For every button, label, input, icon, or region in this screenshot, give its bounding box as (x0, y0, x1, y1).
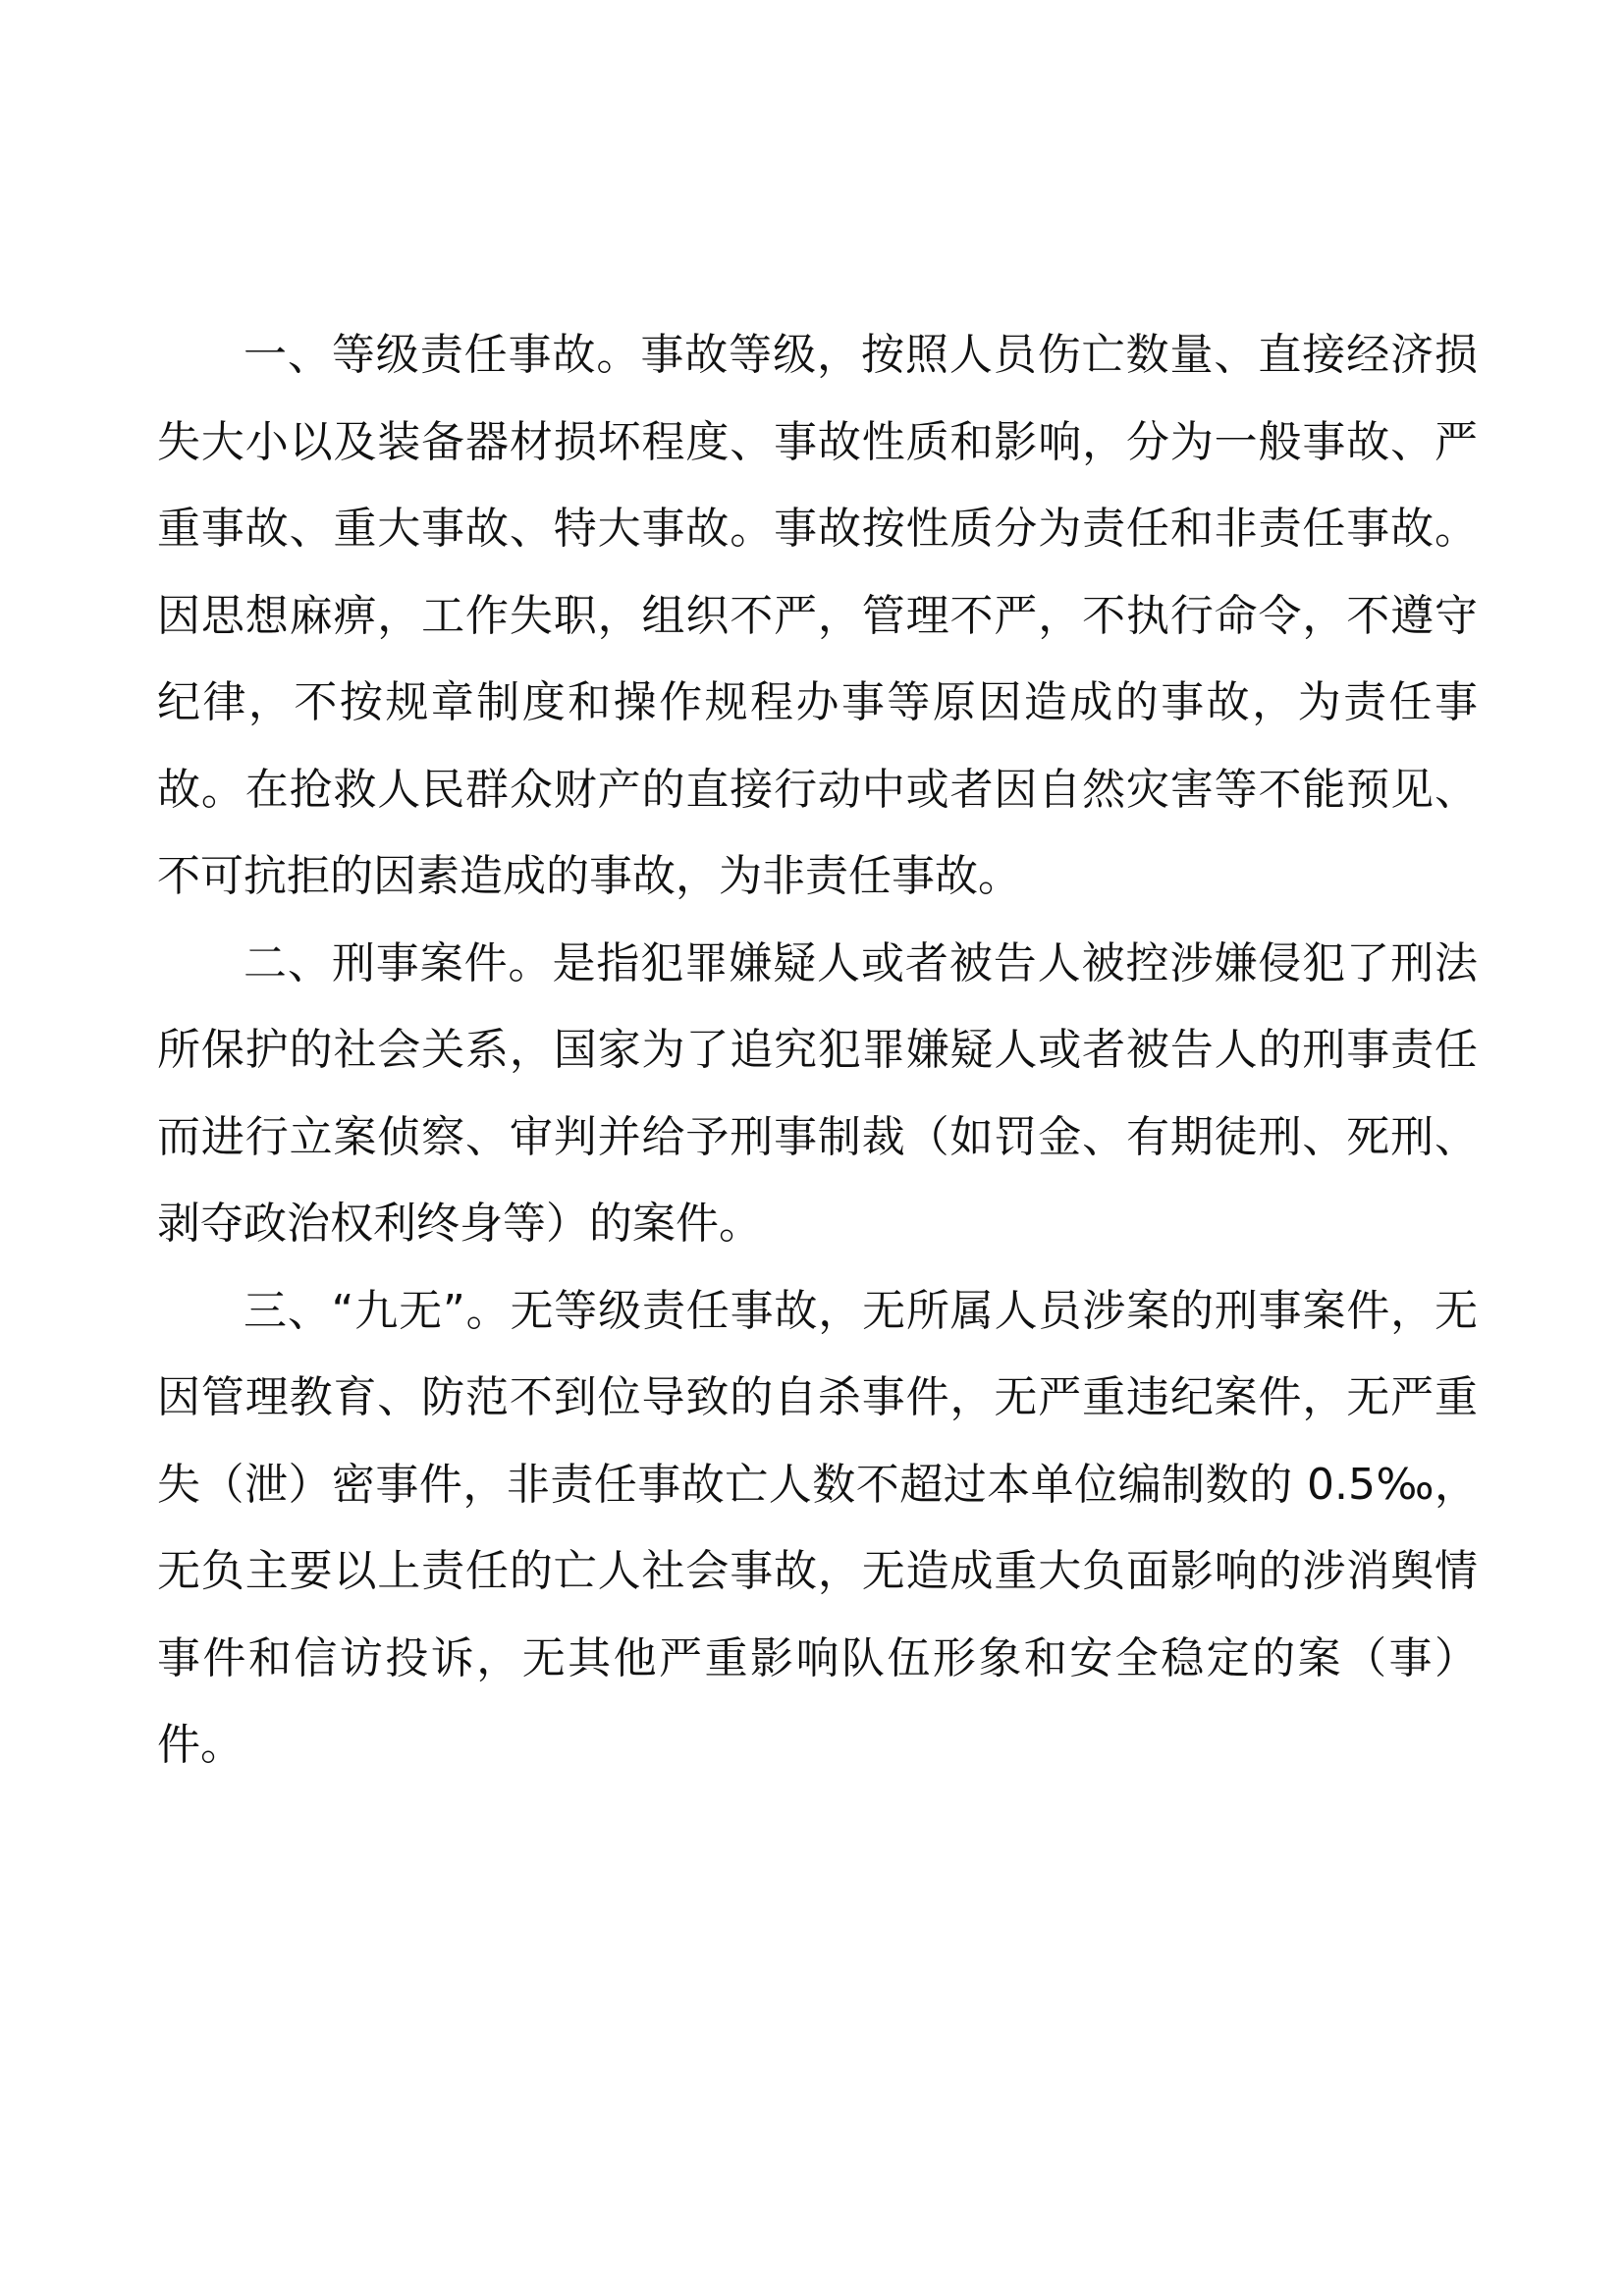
paragraph-level-responsibility-accidents: 一、等级责任事故。事故等级，按照人员伤亡数量、直接经济损失大小以及装备器材损坏程度、事故性质和影响，分为一般事故、严重事故、重大事故、特大事故。事故按性质分为责任和非责任事故。因思想麻痹，工作失职，组织不严，管理不严，不执行命令，不遵守纪律，不按规章制度和操作规程办事等原因造成的事故，为责任事故。在抢救人民群众财产的直接行动中或者因自然灾害等不能预见、不可抗拒的因素造成的事故，为非责任事故。 (157, 330, 1478, 901)
paragraph-criminal-cases: 二、刑事案件。是指犯罪嫌疑人或者被告人被控涉嫌侵犯了刑法所保护的社会关系，国家为了追究犯罪嫌疑人或者被告人的刑事责任而进行立案侦察、审判并给予刑事制裁（如罚金、有期徒刑、死刑、剥夺政治权利终身等）的案件。 (157, 937, 1478, 1249)
paragraph-nine-nos: 三、“九无”。无等级责任事故，无所属人员涉案的刑事案件，无因管理教育、防范不到位导致的自杀事件，无严重违纪案件，无严重失（泄）密事件，非责任事故亡人数不超过本单位编制数的 0.5‰，无负主要以上责任的亡人社会事故，无造成重大负面影响的涉消舆情事件和信访投诉，无其他严重影响队伍形象和安全稳定的案（事）件。 (157, 1285, 1478, 1770)
document-body (157, 312, 1478, 1789)
